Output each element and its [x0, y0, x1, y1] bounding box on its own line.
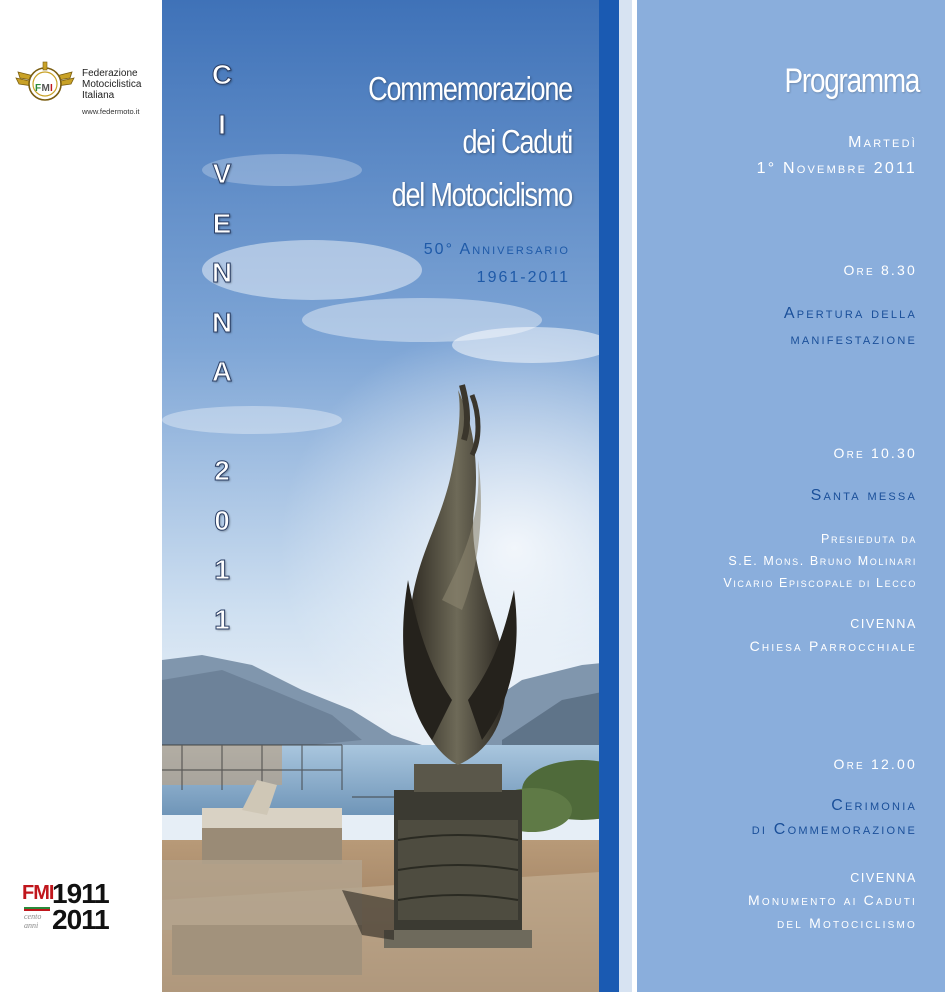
poster-title-line: Commemorazione	[368, 70, 572, 107]
vertical-title-char: N	[211, 257, 233, 288]
centenary-year-start: 1911	[52, 878, 109, 909]
centenary-tagline-2: anni	[24, 921, 39, 930]
centenary-tagline	[24, 912, 41, 930]
accent-stripe-dark	[599, 0, 619, 992]
event-place: CIVENNA	[850, 617, 917, 631]
vertical-title-char: C	[211, 59, 233, 90]
flag-stripe-red	[24, 909, 50, 911]
fmi-logo-icon	[14, 58, 76, 106]
vertical-title-char: N	[211, 306, 233, 338]
program-date: 1° Novembre 2011	[756, 160, 917, 177]
centenary-tagline-1: cento	[24, 912, 42, 921]
event-time: Ore 12.00	[833, 756, 917, 772]
vertical-title-char: 2	[214, 455, 230, 486]
vertical-title-char: E	[212, 207, 232, 239]
vertical-title-char: V	[212, 158, 232, 189]
vertical-title-spacer	[192, 397, 252, 447]
logo-letter-f: F	[35, 83, 42, 94]
event-place: Monumento ai Caduti	[748, 892, 917, 908]
anniversary-years: 1961-2011	[476, 269, 570, 286]
event-time: Ore 8.30	[843, 262, 917, 278]
program-day: Martedì	[848, 134, 917, 151]
centenary-logo	[22, 880, 142, 935]
event-place: CIVENNA	[850, 871, 917, 885]
federation-url[interactable]: www.federmoto.it	[82, 107, 140, 116]
event-detail: Vicario Episcopale di Lecco	[723, 576, 917, 590]
event-detail: S.E. Mons. Bruno Molinari	[728, 554, 917, 568]
accent-stripe-light	[619, 0, 632, 992]
left-column	[0, 0, 162, 992]
centenary-brand: FMI	[22, 882, 54, 904]
event-place: del Motociclismo	[776, 915, 917, 931]
program-panel	[637, 0, 945, 992]
event-title: manifestazione	[790, 331, 917, 348]
centenary-year-end: 2011	[52, 904, 109, 935]
anniversary-text: 50° Anniversario	[423, 241, 570, 258]
federation-name	[82, 68, 141, 101]
poster-title-line: dei Caduti	[462, 123, 572, 160]
federation-name-line: Federazione	[82, 68, 138, 79]
event-title: di Commemorazione	[751, 821, 917, 838]
vertical-title	[192, 50, 252, 644]
anniversary-label	[300, 236, 570, 292]
event-title: Santa messa	[810, 487, 917, 504]
logo-letter-i: I	[50, 83, 53, 94]
vertical-title-char: A	[211, 356, 233, 387]
poster-title	[349, 62, 572, 221]
program-title: Programma	[784, 62, 919, 100]
vertical-title-char: 1	[214, 603, 230, 635]
event-title: Cerimonia	[831, 797, 917, 814]
event-place: Chiesa Parrocchiale	[749, 638, 917, 654]
logo-letter-m: M	[41, 83, 50, 94]
event-time: Ore 10.30	[833, 445, 917, 461]
vertical-title-char: 1	[214, 554, 230, 585]
vertical-title-char: I	[218, 108, 226, 140]
event-detail: Presieduta da	[821, 532, 917, 546]
vertical-title-char: 0	[214, 504, 230, 536]
event-title: Apertura della	[783, 305, 917, 322]
federation-name-line: Motociclistica	[82, 79, 142, 90]
federation-name-line: Italiana	[82, 90, 115, 101]
poster-title-line: del Motociclismo	[391, 176, 572, 213]
